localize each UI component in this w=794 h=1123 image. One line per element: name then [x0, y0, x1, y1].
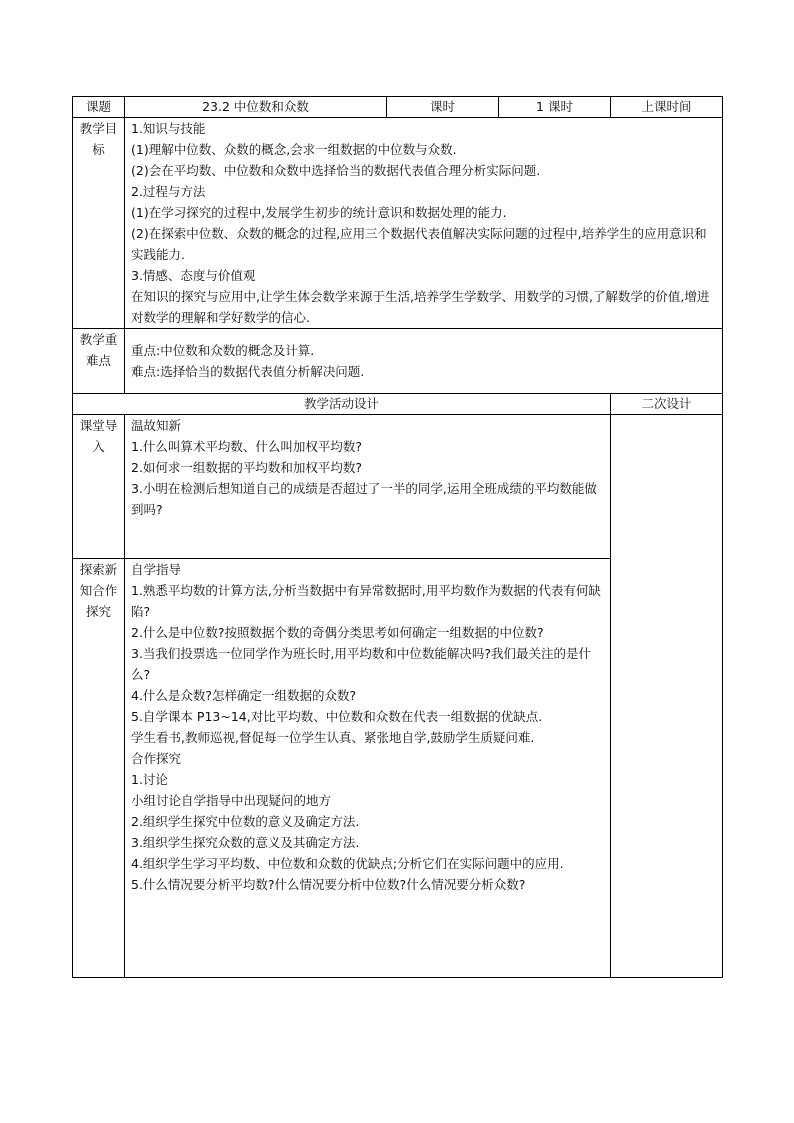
explore-line: 1.熟悉平均数的计算方法,分析当数据中有异常数据时,用平均数作为数据的代表有何缺陷? [131, 583, 601, 619]
objective-line: (1)在学习探究的过程中,发展学生初步的统计意识和数据处理的能力. [131, 205, 507, 220]
class-time-label-text: 上课时间 [641, 99, 692, 114]
second-design-label: 二次设计 [611, 394, 723, 415]
intro-content [125, 415, 611, 559]
objective-line: 2.过程与方法 [131, 184, 206, 199]
explore-line: 2.什么是中位数?按照数据个数的奇偶分类思考如何确定一组数据的中位数? [131, 625, 544, 640]
explore-line: 4.组织学生学习平均数、中位数和众数的优缺点;分析它们在实际问题中的应用. [131, 856, 564, 871]
intro-line: 1.什么叫算术平均数、什么叫加权平均数? [131, 439, 363, 454]
explore-line: 自学指导 [131, 562, 182, 577]
explore-line: 合作探究 [131, 751, 182, 766]
objective-line: 在知识的探究与应用中,让学生体会数学来源于生活,培养学生学数学、用数学的习惯,了解数学的价值,增进对数学的理解和学好数学的信心. [131, 289, 710, 325]
explore-line: 3.当我们投票选一位同学作为班长时,用平均数和中位数能解决吗?我们最关注的是什么? [131, 646, 592, 682]
objectives-content [125, 118, 723, 329]
objective-line: 1.知识与技能 [131, 121, 206, 136]
intro-line: 温故知新 [131, 418, 182, 433]
key-points-row [73, 329, 723, 394]
key-points-content [125, 329, 723, 394]
key-point-line: 难点:选择恰当的数据代表值分析解决问题. [131, 364, 365, 379]
explore-line: 小组讨论自学指导中出现疑问的地方 [131, 793, 332, 808]
topic-value: 23.2 中位数和众数 [125, 97, 387, 118]
objective-line: (2)在探索中位数、众数的概念的过程,应用三个数据代表值解决实际问题的过程中,培养学生的应用意识和实践能力. [131, 226, 707, 262]
period-value: 1 课时 [499, 97, 611, 118]
objectives-label: 教学目标 [73, 118, 125, 329]
explore-label: 探索新知合作探究 [73, 559, 125, 978]
objective-line: 3.情感、态度与价值观 [131, 268, 256, 283]
second-design-cell [611, 415, 723, 978]
header-row [73, 97, 723, 118]
objective-line: (1)理解中位数、众数的概念,会求一组数据的中位数与众数. [131, 142, 457, 157]
explore-line: 学生看书,教师巡视,督促每一位学生认真、紧张地自学,鼓励学生质疑问难. [131, 730, 535, 745]
lesson-plan-table [72, 96, 723, 978]
explore-line: 1.讨论 [131, 772, 168, 787]
explore-line: 5.自学课本 P13~14,对比平均数、中位数和众数在代表一组数据的优缺点. [131, 709, 543, 724]
intro-row [73, 415, 723, 559]
explore-line: 3.组织学生探究众数的意义及其确定方法. [131, 835, 360, 850]
explore-line: 4.什么是众数?怎样确定一组数据的众数? [131, 688, 357, 703]
key-points-label: 教学重难点 [73, 329, 125, 394]
explore-line: 5.什么情况要分析平均数?什么情况要分析中位数?什么情况要分析众数? [131, 877, 526, 892]
activity-header-row [73, 394, 723, 415]
explore-line: 2.组织学生探究中位数的意义及确定方法. [131, 814, 360, 829]
intro-line: 2.如何求一组数据的平均数和加权平均数? [131, 460, 363, 475]
objectives-row [73, 118, 723, 329]
period-label: 课时 [387, 97, 499, 118]
class-time-label [611, 97, 723, 118]
objective-line: (2)会在平均数、中位数和众数中选择恰当的数据代表值合理分析实际问题. [131, 163, 541, 178]
activity-design-label: 教学活动设计 [73, 394, 611, 415]
intro-label: 课堂导入 [73, 415, 125, 559]
explore-content [125, 559, 611, 978]
intro-line: 3.小明在检测后想知道自己的成绩是否超过了一半的同学,运用全班成绩的平均数能做到吗? [131, 481, 597, 517]
topic-label: 课题 [73, 97, 125, 118]
key-point-line: 重点:中位数和众数的概念及计算. [131, 343, 315, 358]
